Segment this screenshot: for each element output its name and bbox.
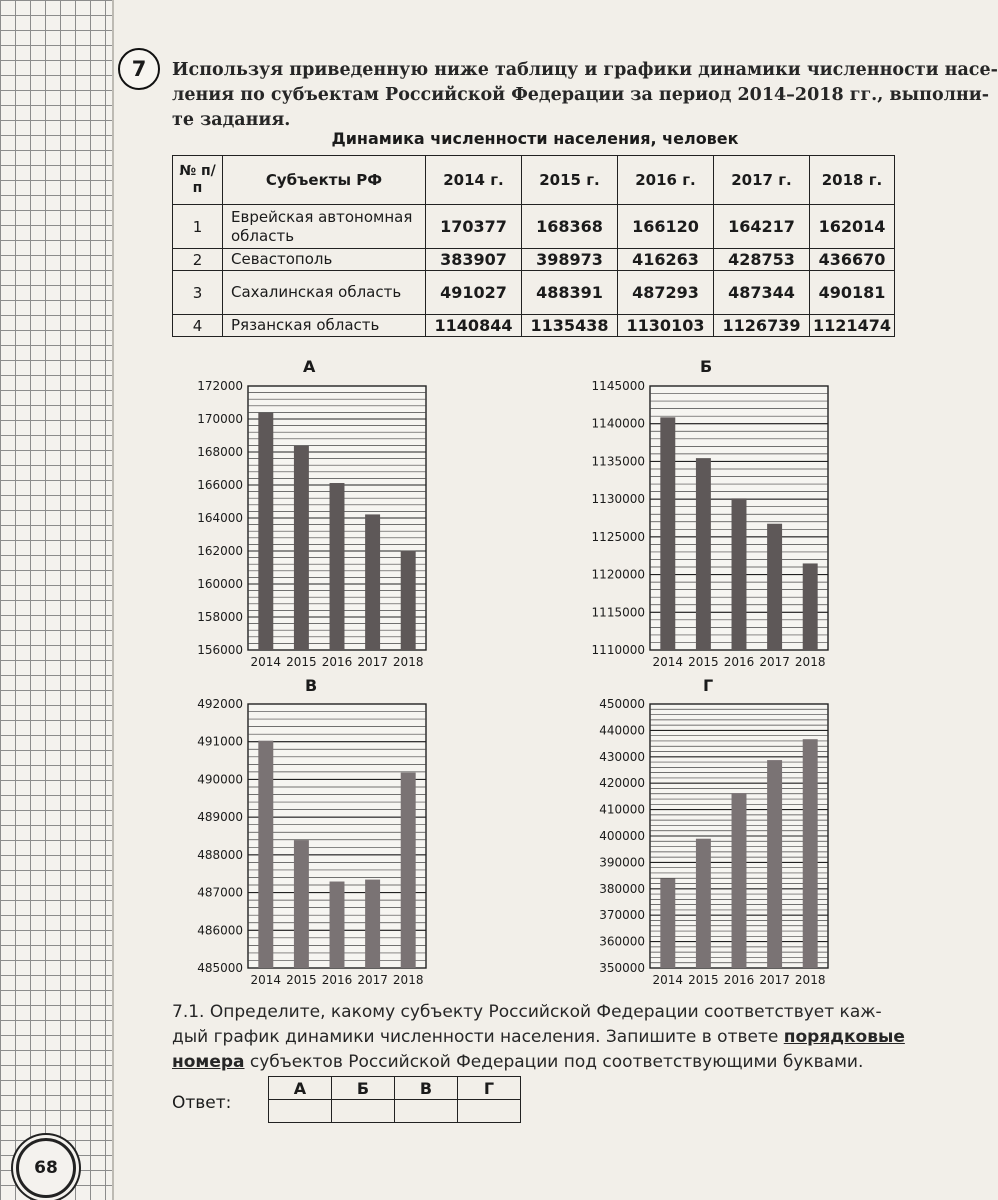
bar xyxy=(401,773,416,968)
header-num: № п/п xyxy=(173,156,223,205)
y-tick-label: 170000 xyxy=(197,412,243,426)
y-tick-label: 1130000 xyxy=(591,492,645,507)
chart-a-title: А xyxy=(303,357,316,376)
table-header-row xyxy=(173,156,895,205)
x-tick-label: 2018 xyxy=(392,655,424,669)
row-subject: Рязанская область xyxy=(223,315,426,337)
y-tick-label: 486000 xyxy=(197,923,243,938)
x-tick-label: 2018 xyxy=(794,973,826,987)
task-intro xyxy=(172,58,998,133)
question-text: дый график динамики численности населения. Запишите в ответе xyxy=(172,1027,784,1047)
y-tick-label: 488000 xyxy=(197,847,243,862)
y-tick-label: 164000 xyxy=(197,511,243,525)
header-2017: 2017 г. xyxy=(714,156,810,205)
bar xyxy=(365,880,380,968)
chart-a xyxy=(178,380,438,672)
y-tick-label: 360000 xyxy=(599,934,645,949)
cell-value: 383907 xyxy=(426,249,522,271)
bar xyxy=(767,760,782,968)
answer-cell-b[interactable] xyxy=(332,1100,395,1123)
bar xyxy=(258,413,273,650)
bar xyxy=(767,524,782,650)
table-row xyxy=(173,315,895,337)
chart-b xyxy=(580,380,840,672)
x-tick-label: 2016 xyxy=(723,655,755,669)
y-tick-label: 380000 xyxy=(599,881,645,896)
cell-value: 1121474 xyxy=(810,315,895,337)
cell-value: 416263 xyxy=(618,249,714,271)
table-title: Динамика численности населения, человек xyxy=(331,129,739,148)
y-tick-label: 450000 xyxy=(599,697,645,711)
row-num: 3 xyxy=(173,271,223,315)
x-tick-label: 2016 xyxy=(723,973,755,987)
row-num: 4 xyxy=(173,315,223,337)
chart-g xyxy=(580,698,840,990)
chart-v-title: В xyxy=(305,676,318,695)
cell-value: 170377 xyxy=(426,205,522,249)
x-tick-label: 2014 xyxy=(250,655,282,669)
header-2018: 2018 г. xyxy=(810,156,895,205)
y-tick-label: 156000 xyxy=(197,643,243,657)
cell-value: 487293 xyxy=(618,271,714,315)
chart-b-title: Б xyxy=(700,357,713,376)
y-tick-label: 440000 xyxy=(599,723,645,738)
x-tick-label: 2015 xyxy=(688,655,719,669)
cell-value: 164217 xyxy=(714,205,810,249)
bar xyxy=(732,793,747,968)
y-tick-label: 172000 xyxy=(197,379,243,393)
y-tick-label: 1120000 xyxy=(591,567,645,582)
bar xyxy=(803,563,818,650)
y-tick-label: 489000 xyxy=(197,810,243,825)
intro-line: ления по субъектам Российской Федерации за период 2014–2018 гг., выполни- xyxy=(172,85,990,105)
y-tick-label: 410000 xyxy=(599,802,645,817)
answer-letter: В xyxy=(395,1077,458,1100)
answer-cell-g[interactable] xyxy=(458,1100,521,1123)
answer-input-row xyxy=(269,1100,521,1123)
header-subject: Субъекты РФ xyxy=(223,156,426,205)
cell-value: 490181 xyxy=(810,271,895,315)
answer-cell-a[interactable] xyxy=(269,1100,332,1123)
y-tick-label: 1115000 xyxy=(591,605,645,620)
answer-letter: Б xyxy=(332,1077,395,1100)
cell-value: 168368 xyxy=(522,205,618,249)
y-tick-label: 168000 xyxy=(197,445,243,459)
cell-value: 162014 xyxy=(810,205,895,249)
bar xyxy=(732,498,747,650)
y-tick-label: 1135000 xyxy=(591,454,645,469)
row-subject: Еврейская автономная область xyxy=(223,205,426,249)
x-tick-label: 2016 xyxy=(321,655,353,669)
x-tick-label: 2015 xyxy=(286,655,317,669)
bar xyxy=(330,483,345,650)
x-tick-label: 2014 xyxy=(652,973,684,987)
bar xyxy=(258,741,273,968)
row-num: 2 xyxy=(173,249,223,271)
x-tick-label: 2015 xyxy=(688,973,719,987)
y-tick-label: 1125000 xyxy=(591,529,645,544)
chart-g-title: Г xyxy=(703,676,714,695)
y-tick-label: 160000 xyxy=(197,577,243,591)
question-line: 7.1. Определите, какому субъекту Российской Федерации соответствует каж- xyxy=(172,1002,882,1022)
table-row xyxy=(173,271,895,315)
bar xyxy=(696,839,711,968)
bar xyxy=(365,514,380,650)
y-tick-label: 1110000 xyxy=(591,643,645,657)
cell-value: 436670 xyxy=(810,249,895,271)
bar xyxy=(294,840,309,968)
y-tick-label: 370000 xyxy=(599,908,645,923)
y-tick-label: 162000 xyxy=(197,544,243,558)
page-number: 68 xyxy=(16,1138,76,1198)
x-tick-label: 2017 xyxy=(357,973,388,987)
y-tick-label: 350000 xyxy=(599,961,645,975)
answer-letter: А xyxy=(269,1077,332,1100)
x-tick-label: 2017 xyxy=(759,655,790,669)
header-2016: 2016 г. xyxy=(618,156,714,205)
population-table xyxy=(172,155,895,337)
chart-v xyxy=(178,698,438,990)
cell-value: 428753 xyxy=(714,249,810,271)
y-tick-label: 158000 xyxy=(197,610,243,624)
question-text: субъектов Российской Федерации под соответствующими буквами. xyxy=(244,1052,864,1072)
row-subject: Севастополь xyxy=(223,249,426,271)
cell-value: 487344 xyxy=(714,271,810,315)
x-tick-label: 2014 xyxy=(250,973,282,987)
cell-value: 1126739 xyxy=(714,315,810,337)
bar xyxy=(294,446,309,650)
cell-value: 1130103 xyxy=(618,315,714,337)
answer-cell-v[interactable] xyxy=(395,1100,458,1123)
x-tick-label: 2014 xyxy=(652,655,684,669)
row-subject: Сахалинская область xyxy=(223,271,426,315)
y-tick-label: 430000 xyxy=(599,749,645,764)
question-7-1 xyxy=(172,1000,905,1075)
x-tick-label: 2018 xyxy=(794,655,826,669)
intro-line: те задания. xyxy=(172,110,291,130)
y-tick-label: 390000 xyxy=(599,855,645,870)
question-emphasis: порядковые xyxy=(783,1027,905,1047)
y-tick-label: 485000 xyxy=(197,961,243,975)
x-tick-label: 2018 xyxy=(392,973,424,987)
bar xyxy=(660,878,675,968)
question-line xyxy=(172,1050,902,1075)
header-2014: 2014 г. xyxy=(426,156,522,205)
table-row xyxy=(173,205,895,249)
bar xyxy=(803,739,818,968)
row-num: 1 xyxy=(173,205,223,249)
task-number-badge: 7 xyxy=(118,48,160,90)
y-tick-label: 487000 xyxy=(197,885,243,900)
cell-value: 166120 xyxy=(618,205,714,249)
x-tick-label: 2017 xyxy=(759,973,790,987)
header-2015: 2015 г. xyxy=(522,156,618,205)
x-tick-label: 2016 xyxy=(321,973,353,987)
y-tick-label: 1140000 xyxy=(591,416,645,431)
graph-paper-margin xyxy=(0,0,112,1200)
cell-value: 488391 xyxy=(522,271,618,315)
bar xyxy=(330,882,345,968)
answer-letter: Г xyxy=(458,1077,521,1100)
cell-value: 398973 xyxy=(522,249,618,271)
y-tick-label: 420000 xyxy=(599,776,645,791)
answer-letters-row xyxy=(269,1077,521,1100)
margin-divider xyxy=(112,0,114,1200)
x-tick-label: 2017 xyxy=(357,655,388,669)
bar xyxy=(660,417,675,650)
question-line xyxy=(172,1025,905,1050)
question-emphasis: номера xyxy=(172,1052,245,1072)
table-row xyxy=(173,249,895,271)
cell-value: 491027 xyxy=(426,271,522,315)
y-tick-label: 492000 xyxy=(197,697,243,711)
answer-table xyxy=(268,1076,521,1123)
bar xyxy=(696,458,711,650)
bar xyxy=(401,551,416,650)
y-tick-label: 166000 xyxy=(197,478,243,492)
answer-label: Ответ: xyxy=(172,1093,232,1113)
cell-value: 1140844 xyxy=(426,315,522,337)
intro-line: Используя приведенную ниже таблицу и графики динамики численности насе- xyxy=(172,60,998,80)
y-tick-label: 1145000 xyxy=(591,379,645,393)
cell-value: 1135438 xyxy=(522,315,618,337)
y-tick-label: 400000 xyxy=(599,829,645,843)
y-tick-label: 490000 xyxy=(197,772,243,787)
y-tick-label: 491000 xyxy=(197,734,243,749)
x-tick-label: 2015 xyxy=(286,973,317,987)
